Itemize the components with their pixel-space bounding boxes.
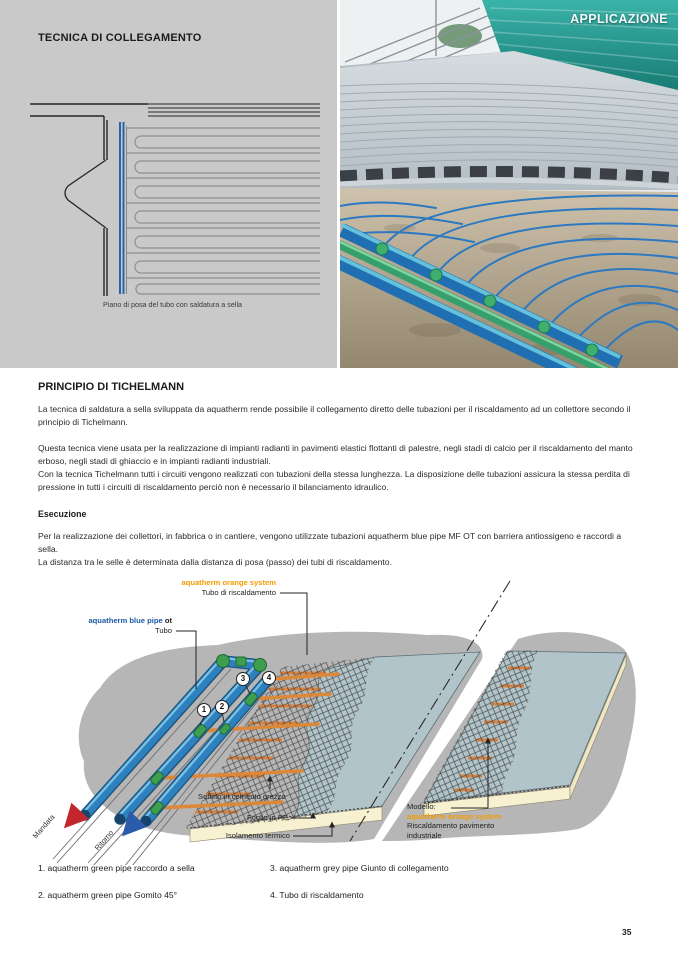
label-modello bbox=[407, 802, 519, 840]
supply-arrow-icon bbox=[68, 811, 80, 824]
label-isolamento: Isolamento termico bbox=[225, 831, 290, 840]
legend-item: 3. aquatherm grey pipe Giunto di collegamento bbox=[270, 863, 449, 873]
label-ritorno: Ritorno bbox=[92, 828, 116, 853]
label-modello-system: aquatherm orange system bbox=[407, 811, 502, 821]
application-badge: APPLICAZIONE bbox=[570, 12, 668, 26]
legend-item: 4. Tubo di riscaldamento bbox=[270, 890, 364, 900]
legend-list bbox=[38, 863, 449, 917]
callout-3: 3 bbox=[236, 672, 250, 686]
label-blue-pipe bbox=[60, 616, 172, 635]
callout-4: 4 bbox=[262, 671, 276, 685]
label-orange-system-brand: aquatherm orange system bbox=[181, 578, 276, 587]
paragraph: Questa tecnica viene usata per la realizzazione di impianti radianti in pavimenti elastici flottanti di palestre, negli stadi di calcio per il riscaldamento del manto erboso, negli stadi di ghiaccio e in impianti radianti industriali. bbox=[38, 443, 633, 466]
paragraph: Per la realizzazione dei collettori, in fabbrica o in cantiere, vengono utilizzate tubazioni aquatherm blue pipe MF OT con barriera antiossigeno e raccordi a sella. bbox=[38, 531, 622, 554]
section-heading-esecuzione: Esecuzione bbox=[38, 509, 87, 519]
legend-item: 2. aquatherm green pipe Gomito 45° bbox=[38, 890, 178, 900]
paragraph: La tecnica di saldatura a sella sviluppata da aquatherm rende possibile il collegamento diretto delle tubazioni per il riscaldamento ad un collettore secondo il principio di Tichelmann. bbox=[38, 404, 631, 427]
label-orange-system-sub: Tubo di riscaldamento bbox=[201, 587, 276, 597]
paragraph: La distanza tra le selle è determinata dalla distanza di posa (passo) dei tubi di riscaldamento. bbox=[38, 557, 392, 567]
main-text bbox=[38, 381, 640, 569]
heating-loops bbox=[126, 128, 320, 294]
wall-lines bbox=[30, 104, 320, 296]
label-blue-pipe-brand: aquatherm blue pipe bbox=[88, 616, 163, 625]
panel-title: TECNICA DI COLLEGAMENTO bbox=[38, 32, 202, 44]
technique-panel bbox=[0, 0, 337, 368]
label-blue-pipe-suffix: ot bbox=[164, 616, 172, 625]
label-mandata: Mandata bbox=[30, 812, 57, 841]
label-modello-sub: Riscaldamento pavimento industriale bbox=[407, 821, 495, 840]
callout-2: 2 bbox=[215, 700, 229, 714]
door-swing bbox=[65, 160, 106, 228]
pipe-field-ground bbox=[340, 188, 678, 368]
section-heading-tichelmann: PRINCIPIO DI TICHELMANN bbox=[38, 381, 185, 393]
stadium-illustration bbox=[340, 0, 678, 368]
paragraph: Con la tecnica Tichelmann tutti i circuiti vengono realizzati con tubazioni della stessa lunghezza. La disposizione delle tubazioni assicura la stessa perdita di pressione in tutti i circuiti di riscaldamento perciò non è necessario il bilanciamento idraulico. bbox=[38, 469, 630, 492]
floor-plan-diagram bbox=[20, 88, 320, 298]
label-orange-system bbox=[130, 578, 276, 597]
label-foglio: Foglio in PE bbox=[247, 813, 288, 822]
label-blue-pipe-sub: Tubo bbox=[154, 625, 172, 635]
legend-item: 1. aquatherm green pipe raccordo a sella bbox=[38, 863, 195, 873]
label-modello-title: Modello: bbox=[407, 802, 436, 811]
manifold-pipes bbox=[120, 122, 127, 294]
callout-1: 1 bbox=[197, 703, 211, 717]
label-soffitto: Soffitto in cemento grezzo bbox=[198, 792, 286, 801]
diagram-caption: Piano di posa del tubo con saldatura a sella bbox=[103, 300, 243, 309]
application-photo bbox=[340, 0, 678, 368]
installation-figure bbox=[30, 573, 650, 865]
page-number: 35 bbox=[622, 927, 632, 937]
